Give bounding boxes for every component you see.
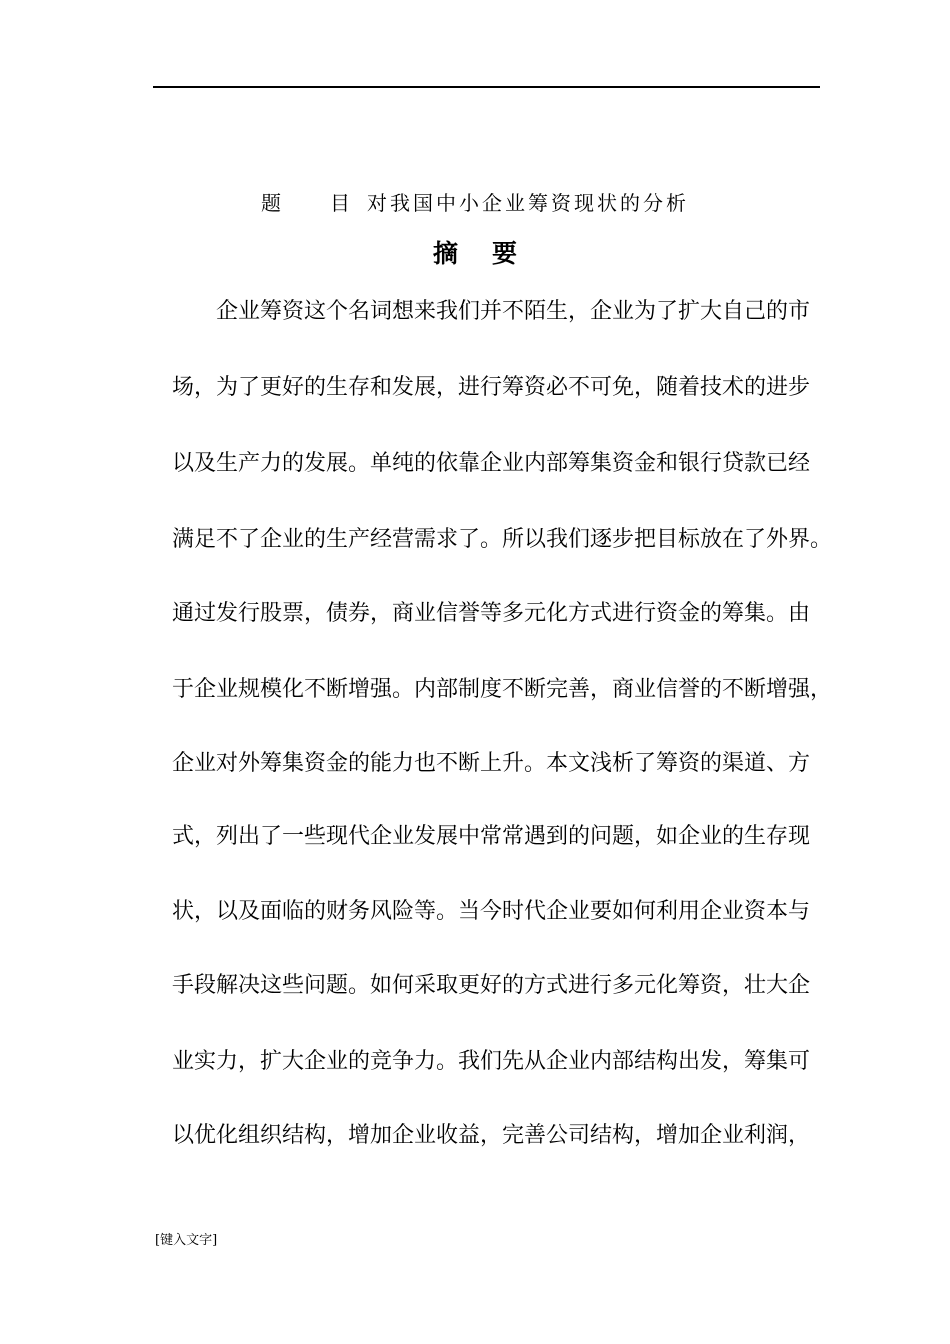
abstract-line: 满足不了企业的生产经营需求了。所以我们逐步把目标放在了外界。	[172, 527, 832, 552]
abstract-line: 业实力，扩大企业的竞争力。我们先从企业内部结构出发，筹集可	[172, 1049, 811, 1074]
abstract-line: 于企业规模化不断增强。内部制度不断完善，商业信誉的不断增强，	[172, 677, 832, 702]
title-label-1: 题	[261, 191, 284, 215]
abstract-line: 以及生产力的发展。单纯的依靠企业内部筹集资金和银行贷款已经	[172, 451, 811, 476]
abstract-line: 式，列出了一些现代企业发展中常常遇到的问题，如企业的生存现	[172, 824, 811, 849]
heading-char-1: 摘	[432, 239, 458, 268]
abstract-line: 通过发行股票，债券，商业信誉等多元化方式进行资金的筹集。由	[172, 601, 811, 626]
abstract-line: 企业对外筹集资金的能力也不断上升。本文浅析了筹资的渠道、方	[172, 751, 811, 776]
abstract-line: 以优化组织结构，增加企业收益，完善公司结构，增加企业利润，	[172, 1123, 811, 1148]
footer-placeholder-text: [键入文字]	[155, 1233, 218, 1248]
abstract-line: 企业筹资这个名词想来我们并不陌生，企业为了扩大自己的市	[216, 299, 811, 324]
abstract-line: 状，以及面临的财务风险等。当今时代企业要如何利用企业资本与	[172, 899, 811, 924]
header-rule	[153, 86, 820, 88]
thesis-title-line	[0, 187, 950, 216]
thesis-title: 对我国中小企业筹资现状的分析	[367, 191, 689, 215]
heading-char-2: 要	[492, 239, 518, 268]
title-label-2: 目	[330, 191, 353, 215]
abstract-line: 手段解决这些问题。如何采取更好的方式进行多元化筹资，壮大企	[172, 973, 811, 998]
abstract-heading	[0, 234, 950, 270]
abstract-line: 场，为了更好的生存和发展，进行筹资必不可免，随着技术的进步	[172, 375, 811, 400]
